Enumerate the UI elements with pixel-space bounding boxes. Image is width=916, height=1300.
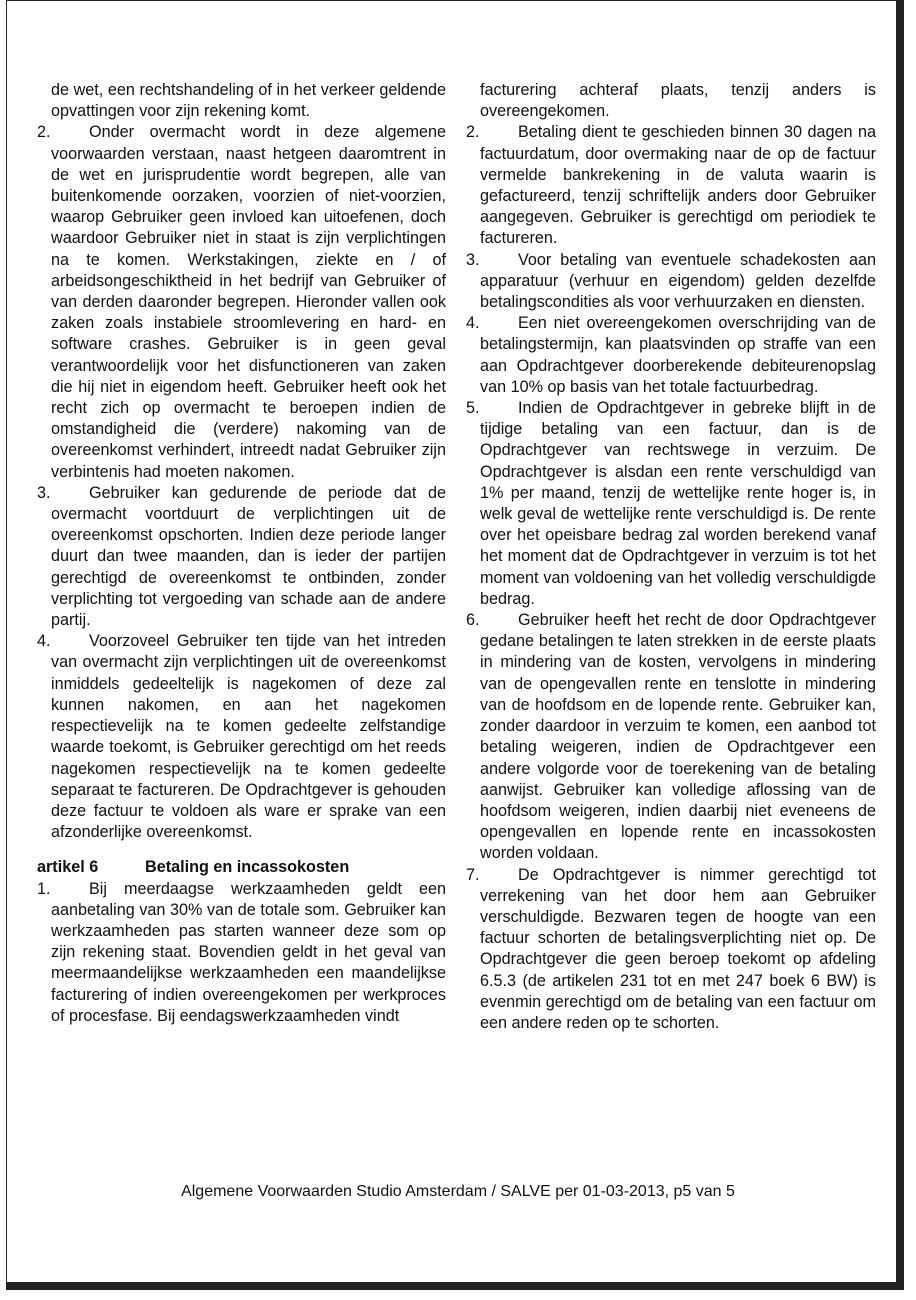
article-number: artikel 6 — [37, 858, 99, 877]
list-item: 3. Voor betaling van eventuele schadekosten aan apparatuur (verhuur en eigendom) gelden dezelfde betalingscondities als voor verhuurzaken en diensten. — [466, 250, 876, 312]
article-heading — [37, 857, 446, 878]
list-item: 1. Bij meerdaagse werkzaamheden geldt een aanbetaling van 30% van de totale som. Gebruiker kan werkzaamheden pas starten wanneer deze som op zijn rekening staat. Bovendien geldt in het geval van meermaandelijkse werkzaamheden een maandelijkse facturering of indien overeengekomen per werkproces of procesfase. Bij eendagswerkzaamheden vindt — [37, 879, 446, 1025]
list-item: 2. Betaling dient te geschieden binnen 30 dagen na factuurdatum, door overmaking naar de op de factuur vermelde bankrekening in de valuta waarin is gefactureerd, tenzij schriftelijk anders door Gebruiker aangegeven. Gebruiker is gerechtigd om periodiek te factureren. — [466, 123, 876, 248]
list-item: 6. Gebruiker heeft het recht de door Opdrachtgever gedane betalingen te laten strekken in de eerste plaats in mindering van de kosten, vervolgens in mindering van de opengevallen rente en tenslotte in mindering van de hoofdsom en de lopende rente. Gebruiker kan, zonder daardoor in verzuim te komen, een aanbod tot betaling weigeren, indien de Opdrachtgever een andere volgorde voor de toerekening van de betaling aanwijst. Gebruiker kan volledige aflossing van de hoofdsom weigeren, indien daarbij niet eveneens de opengevallen en lopende rente en incassokosten worden voldaan. — [466, 611, 876, 863]
list-item: 2. Onder overmacht wordt in deze algemene voorwaarden verstaan, naast hetgeen daaromtrent in de wet en jurisprudentie wordt begrepen, alle van buitenkomende oorzaken, voorzien of niet-voorzien, waarop Gebruiker geen invloed kan uitoefenen, doch waardoor Gebruiker niet in staat is zijn verplichtingen na te komen. Werkstakingen, ziekte en / of arbeidsongeschiktheid in het bedrijf van Gebruiker of van derden daaronder begrepen. Hieronder vallen ook zaken zoals instabiele stroomlevering en hard- en software crashes. Gebruiker is in geen geval verantwoordelijk voor het disfunctioneren van zaken die hij niet in eigendom heeft. Gebruiker heeft ook het recht zich op overmacht te beroepen indien de omstandigheid die (verdere) nakoming van de overeenkomst verhindert, intreedt nadat Gebruiker zijn verbintenis had moeten nakomen. — [37, 123, 446, 481]
list-item: 5. Indien de Opdrachtgever in gebreke blijft in de tijdige betaling van een factuur, dan is de Opdrachtgever van rechtswege in verzuim. De Opdrachtgever is alsdan een rente verschuldigd van 1% per maand, tenzij de wettelijke rente hoger is, in welk geval de wettelijke rente verschuldigd is. De rente over het opeisbare bedrag zal worden berekend vanaf het moment dat de Opdrachtgever in verzuim is tot het moment van voldoening van het volledig verschuldigde bedrag. — [466, 399, 876, 608]
list-item: 4. Voorzoveel Gebruiker ten tijde van het intreden van overmacht zijn verplichtingen uit de overeenkomst inmiddels gedeeltelijk is nagekomen of deze zal kunnen nakomen, en aan het nagekomen respectievelijk na te komen gedeelte zelfstandige waarde toekomt, is Gebruiker gerechtigd om het reeds nagekomen respectievelijk na te komen gedeelte separaat te factureren. De Opdrachtgever is gehouden deze factuur te voldoen als ware er sprake van een afzonderlijke overeenkomst. — [37, 632, 446, 842]
right-column — [466, 80, 876, 1034]
list-item: 4. Een niet overeengekomen overschrijding van de betalingstermijn, kan plaatsvinden op straffe van een aan Opdrachtgever doorberekende debiteurenopslag van 10% op basis van het totale factuurbedrag. — [466, 314, 876, 396]
left-column — [37, 80, 446, 1027]
list-item: 3. Gebruiker kan gedurende de periode dat de overmacht voortduurt de verplichtingen uit de overeenkomst opschorten. Indien deze periode langer duurt dan twee maanden, dan is ieder der partijen gerechtigd de overeenkomst te ontbinden, zonder verplichting tot vergoeding van schade aan de andere partij. — [37, 483, 446, 630]
list-item: 7. De Opdrachtgever is nimmer gerechtigd tot verrekening van het door hem aan Gebruiker verschuldigde. Bezwaren tegen de hoogte van een factuur schorten de betalingsverplichting niet op. De Opdrachtgever die geen beroep toekomt op afdeling 6.5.3 (de artikelen 231 tot en met 247 boek 6 BW) is evenmin gerechtigd om de betaling van een factuur om een andere reden op te schorten. — [466, 865, 876, 1032]
paragraph-continuation: facturering achteraf plaats, tenzij anders is overeengekomen. — [480, 81, 876, 121]
article-title: Betaling en incassokosten — [145, 858, 350, 877]
page-footer: Algemene Voorwaarden Studio Amsterdam / SALVE per 01-03-2013, p5 van 5 — [181, 1183, 735, 1200]
paragraph-continuation: de wet, een rechtshandeling of in het verkeer geldende opvattingen voor zijn rekening komt. — [51, 81, 446, 121]
